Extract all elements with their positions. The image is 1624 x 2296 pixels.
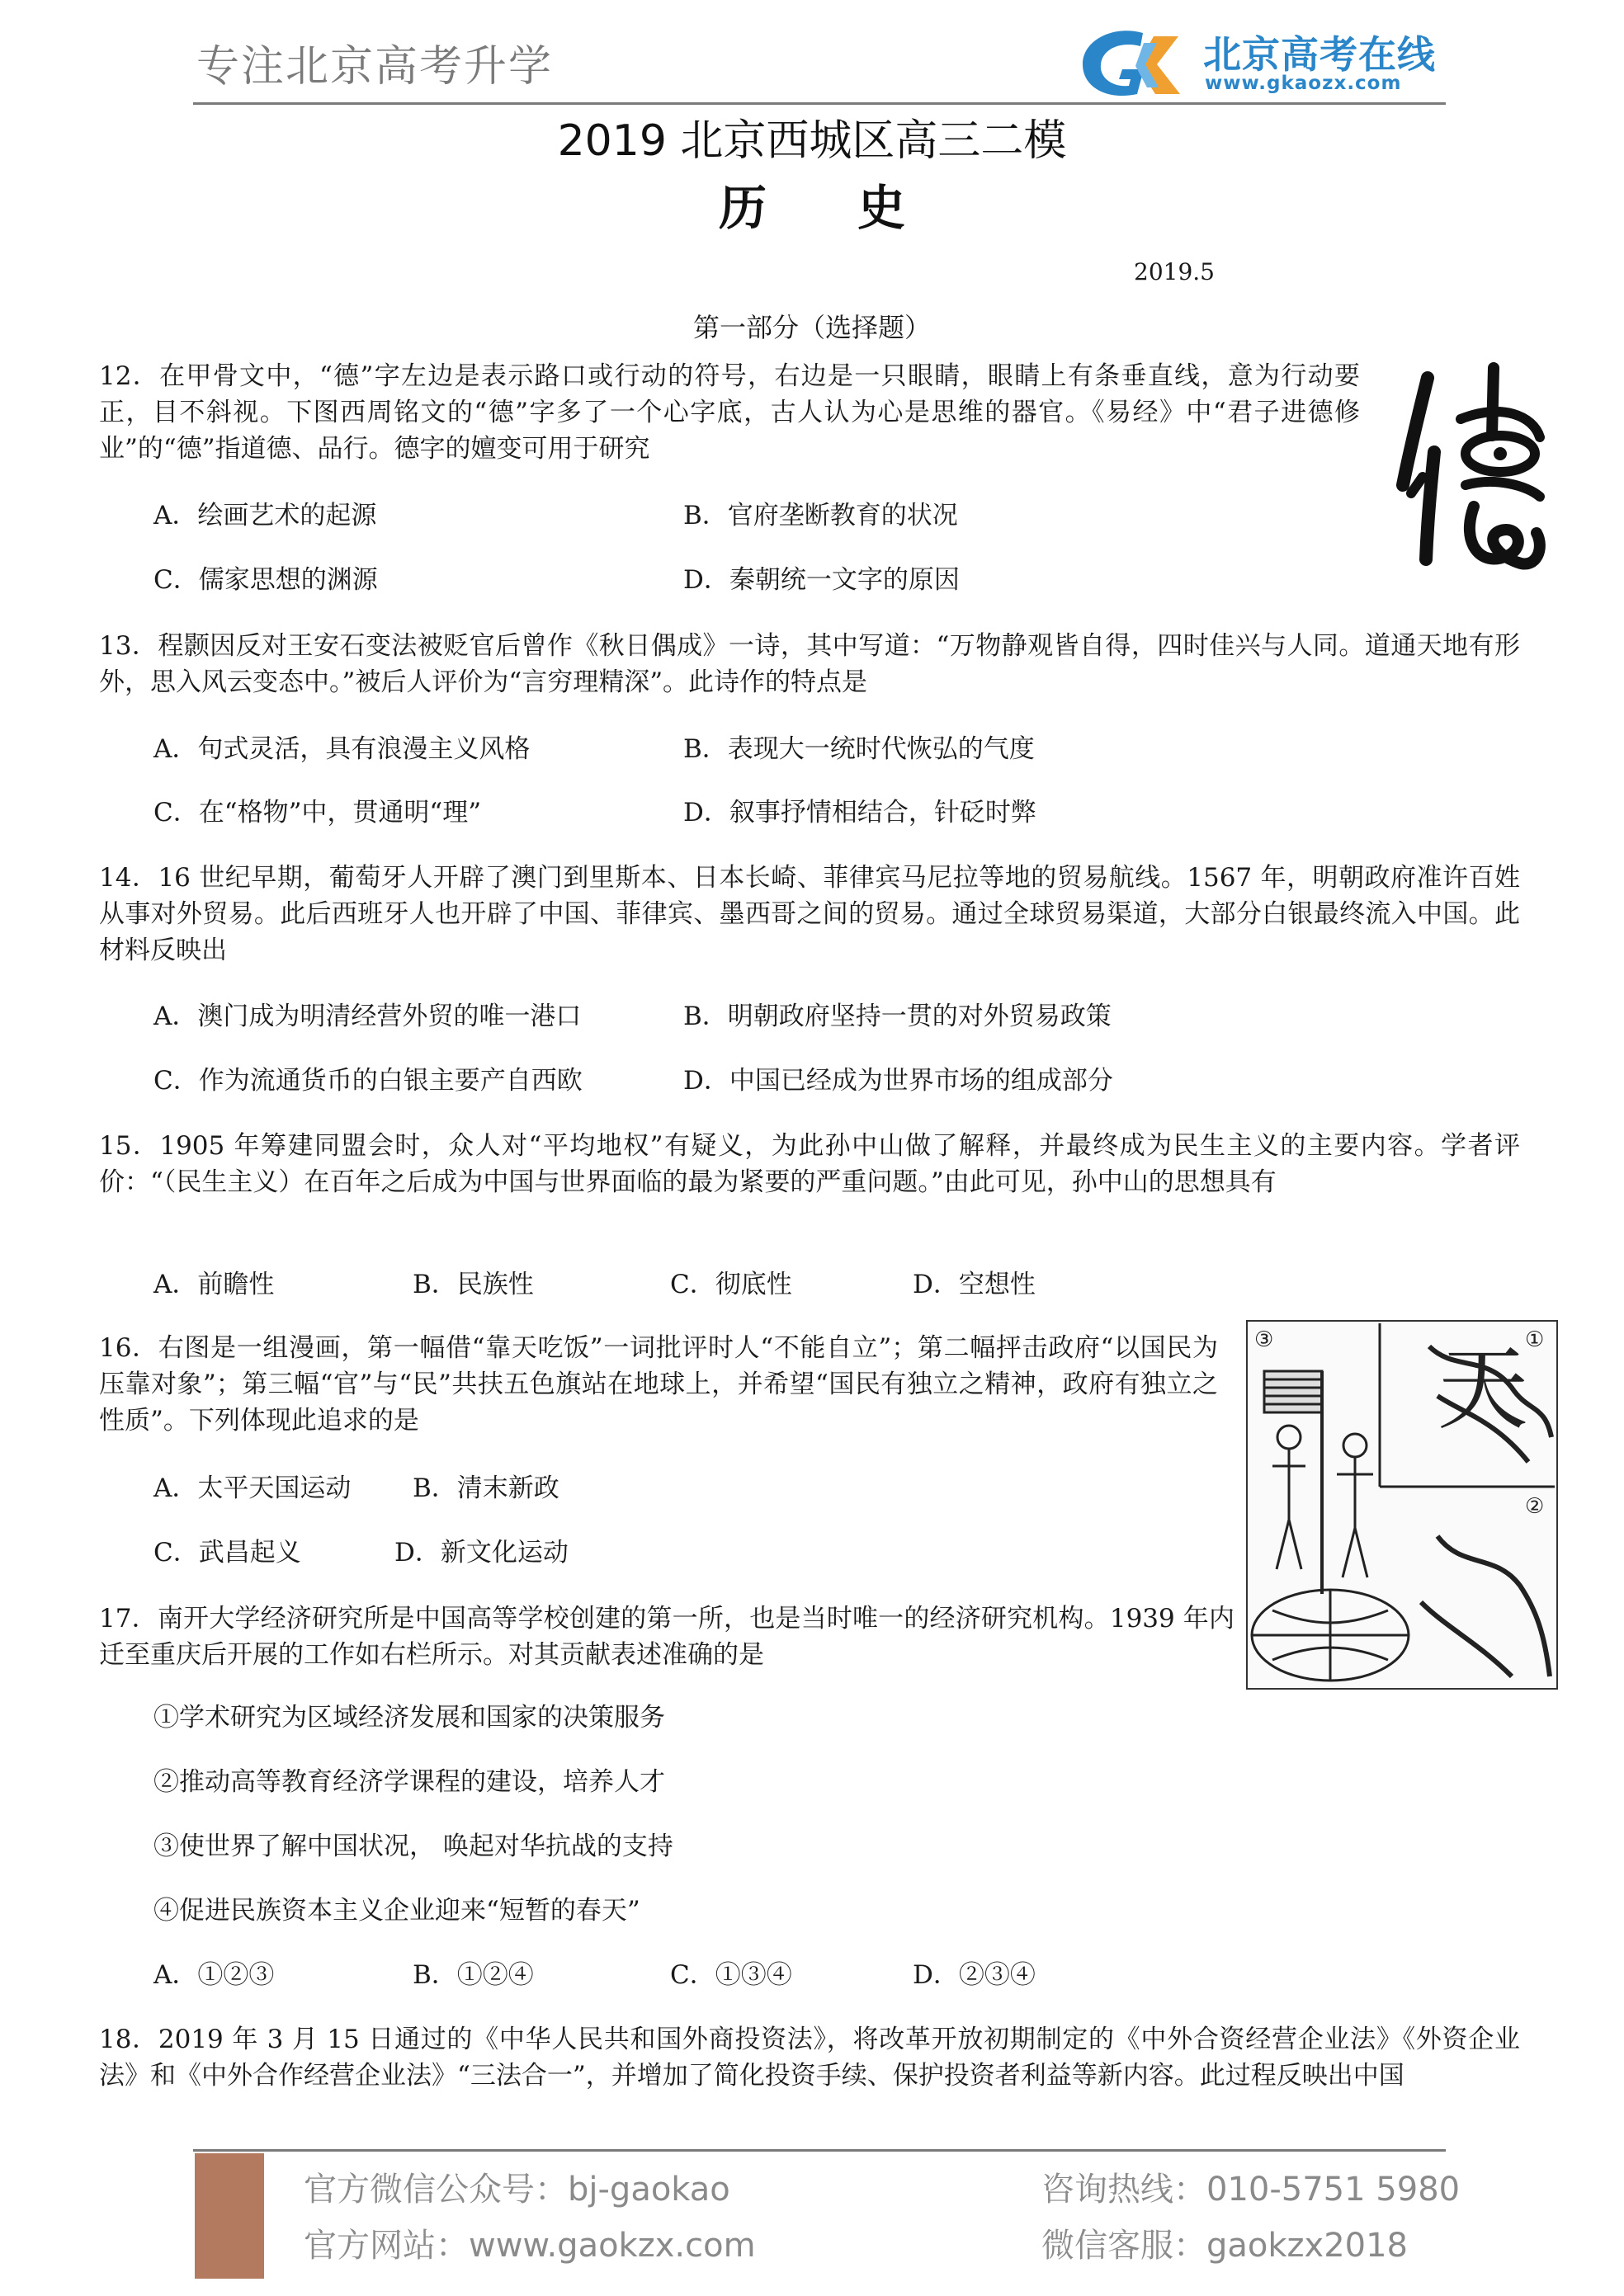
question-13-option-d: D．叙事抒情相结合，针砭时弊 [683, 798, 1036, 827]
question-18-stem: 18．2019 年 3 月 15 日通过的《中华人民共和国外商投资法》，将改革开放初期制定的《中外合资经营企业法》《外资企业法》和《中外合作经营企业法》“三法合一”，并增加了简化投资手续、保护投资者利益等新内容。此过程反映出中国 [99, 2025, 1520, 2091]
question-14-stem: 14．16 世纪早期，葡萄牙人开辟了澳门到里斯本、日本长崎、菲律宾马尼拉等地的贸易航线。1567 年，明朝政府准许百姓从事对外贸易。此后西班牙人也开辟了中国、菲律宾、墨西哥之间的贸易。通过全球贸易渠道，大部分白银最终流入中国。此材料反映出 [99, 863, 1520, 965]
question-12-option-a: A．绘画艺术的起源 [153, 501, 377, 530]
question-17-statement-3: ③使世界了解中国状况， 唤起对华抗战的支持 [153, 1832, 673, 1861]
question-17-stem: 17．南开大学经济研究所是中国高等学校创建的第一所，也是当时唯一的经济研究机构。1939 年内迁至重庆后开展的工作如右栏所示。对其贡献表述准确的是 [99, 1604, 1235, 1670]
logo-url: www.gkaozx.com [1205, 73, 1402, 94]
question-13-option-c: C．在“格物”中，贯通明“理” [153, 798, 482, 827]
question-17-statement-2: ②推动高等教育经济学课程的建设，培养人才 [153, 1767, 665, 1797]
question-16-option-c: C．武昌起义 [153, 1538, 301, 1568]
footer-wechat-public: 官方微信公众号：bj-gaokao [304, 2171, 730, 2209]
question-17-statement-4: ④促进民族资本主义企业迎来“短暂的春天” [153, 1896, 640, 1926]
question-16-option-d: D．新文化运动 [394, 1538, 569, 1568]
question-14-option-b: B．明朝政府坚持一贯的对外贸易政策 [683, 1002, 1112, 1031]
question-15-option-a: A．前瞻性 [153, 1270, 275, 1299]
question-14-option-a: A．澳门成为明清经营外贸的唯一港口 [153, 1002, 582, 1031]
cartoon-label-1: ① [1525, 1327, 1545, 1352]
cartoon-drawing [1248, 1322, 1556, 1688]
question-17-statement-1: ①学术研究为区域经济发展和国家的决策服务 [153, 1703, 665, 1733]
question-16-stem: 16．右图是一组漫画，第一幅借“靠天吃饭”一词批评时人“不能自立”；第二幅抨击政府“以国民为压靠对象”；第三幅“官”与“民”共扶五色旗站在地球上，并希望“国民有独立之精神，政府有独立之性质”。下列体现此追求的是 [99, 1333, 1218, 1436]
question-12-stem: 12．在甲骨文中，“德”字左边是表示路口或行动的符号，右边是一只眼睛，眼睛上有条垂直线，意为行动要正，目不斜视。下图西周铭文的“德”字多了一个心字底，古人认为心是思维的器官。《易经》中“君子进德修业”的“德”指道德、品行。德字的嬗变可用于研究 [99, 361, 1360, 464]
footer-wechat-service: 微信客服：gaokzx2018 [1041, 2227, 1409, 2265]
footer-website: 官方网站：www.gaokzx.com [304, 2227, 756, 2265]
exam-title: 2019 北京西城区高三二模 [557, 116, 1067, 166]
cartoon-label-2: ② [1525, 1494, 1545, 1519]
question-13-option-a: A．句式灵活，具有浪漫主义风格 [153, 734, 531, 764]
question-13-option-b: B．表现大一统时代恢弘的气度 [683, 734, 1035, 764]
question-14-option-c: C．作为流通货币的白银主要产自西欧 [153, 1066, 583, 1096]
footer-divider [193, 2149, 1446, 2152]
cartoon-label-3: ③ [1254, 1327, 1274, 1352]
question-12-option-d: D．秦朝统一文字的原因 [683, 565, 960, 595]
question-15-option-c: C．彻底性 [670, 1270, 792, 1299]
question-17-option-a: A．①②③ [153, 1960, 275, 1990]
cartoon-glyph: 天 [1438, 1337, 1528, 1442]
footer-hotline: 咨询热线：010-5751 5980 [1041, 2171, 1461, 2209]
question-16-option-b: B．清末新政 [413, 1473, 559, 1503]
question-17-option-b: B．①②④ [413, 1960, 534, 1990]
question-14-option-d: D．中国已经成为世界市场的组成部分 [683, 1066, 1113, 1096]
question-13-stem: 13．程颢因反对王安石变法被贬官后曾作《秋日偶成》一诗，其中写道：“万物静观皆自得，四时佳兴与人同。道通天地有形外，思入风云变态中。”被后人评价为“言穷理精深”。此诗作的特点是 [99, 631, 1520, 697]
question-15-stem: 15．1905 年筹建同盟会时，众人对“平均地权”有疑义，为此孙中山做了解释，并最终成为民生主义的主要内容。学者评价：“（民生主义）在百年之后成为中国与世界面临的最为紧要的严重问题。”由此可见，孙中山的思想具有 [99, 1131, 1520, 1197]
question-16-option-a: A．太平天国运动 [153, 1473, 352, 1503]
question-12-option-b: B．官府垄断教育的状况 [683, 501, 958, 530]
exam-subject: 历史 [718, 180, 996, 236]
exam-date: 2019.5 [1134, 258, 1215, 285]
question-15-option-b: B．民族性 [413, 1270, 534, 1299]
section-heading: 第一部分（选择题） [692, 312, 931, 343]
header-divider [193, 102, 1446, 105]
de-inscription-character-image [1395, 361, 1551, 594]
question-17-option-c: C．①③④ [670, 1960, 792, 1990]
question-17-option-d: D．②③④ [913, 1960, 1036, 1990]
question-12-option-c: C．儒家思想的渊源 [153, 565, 378, 595]
header-slogan: 专注北京高考升学 [196, 42, 554, 92]
gaokao-logo-icon [1065, 18, 1205, 109]
cartoon-image [1246, 1320, 1558, 1690]
question-15-option-d: D．空想性 [913, 1270, 1036, 1299]
footer-accent-block [195, 2153, 264, 2279]
logo-name: 北京高考在线 [1203, 32, 1436, 77]
